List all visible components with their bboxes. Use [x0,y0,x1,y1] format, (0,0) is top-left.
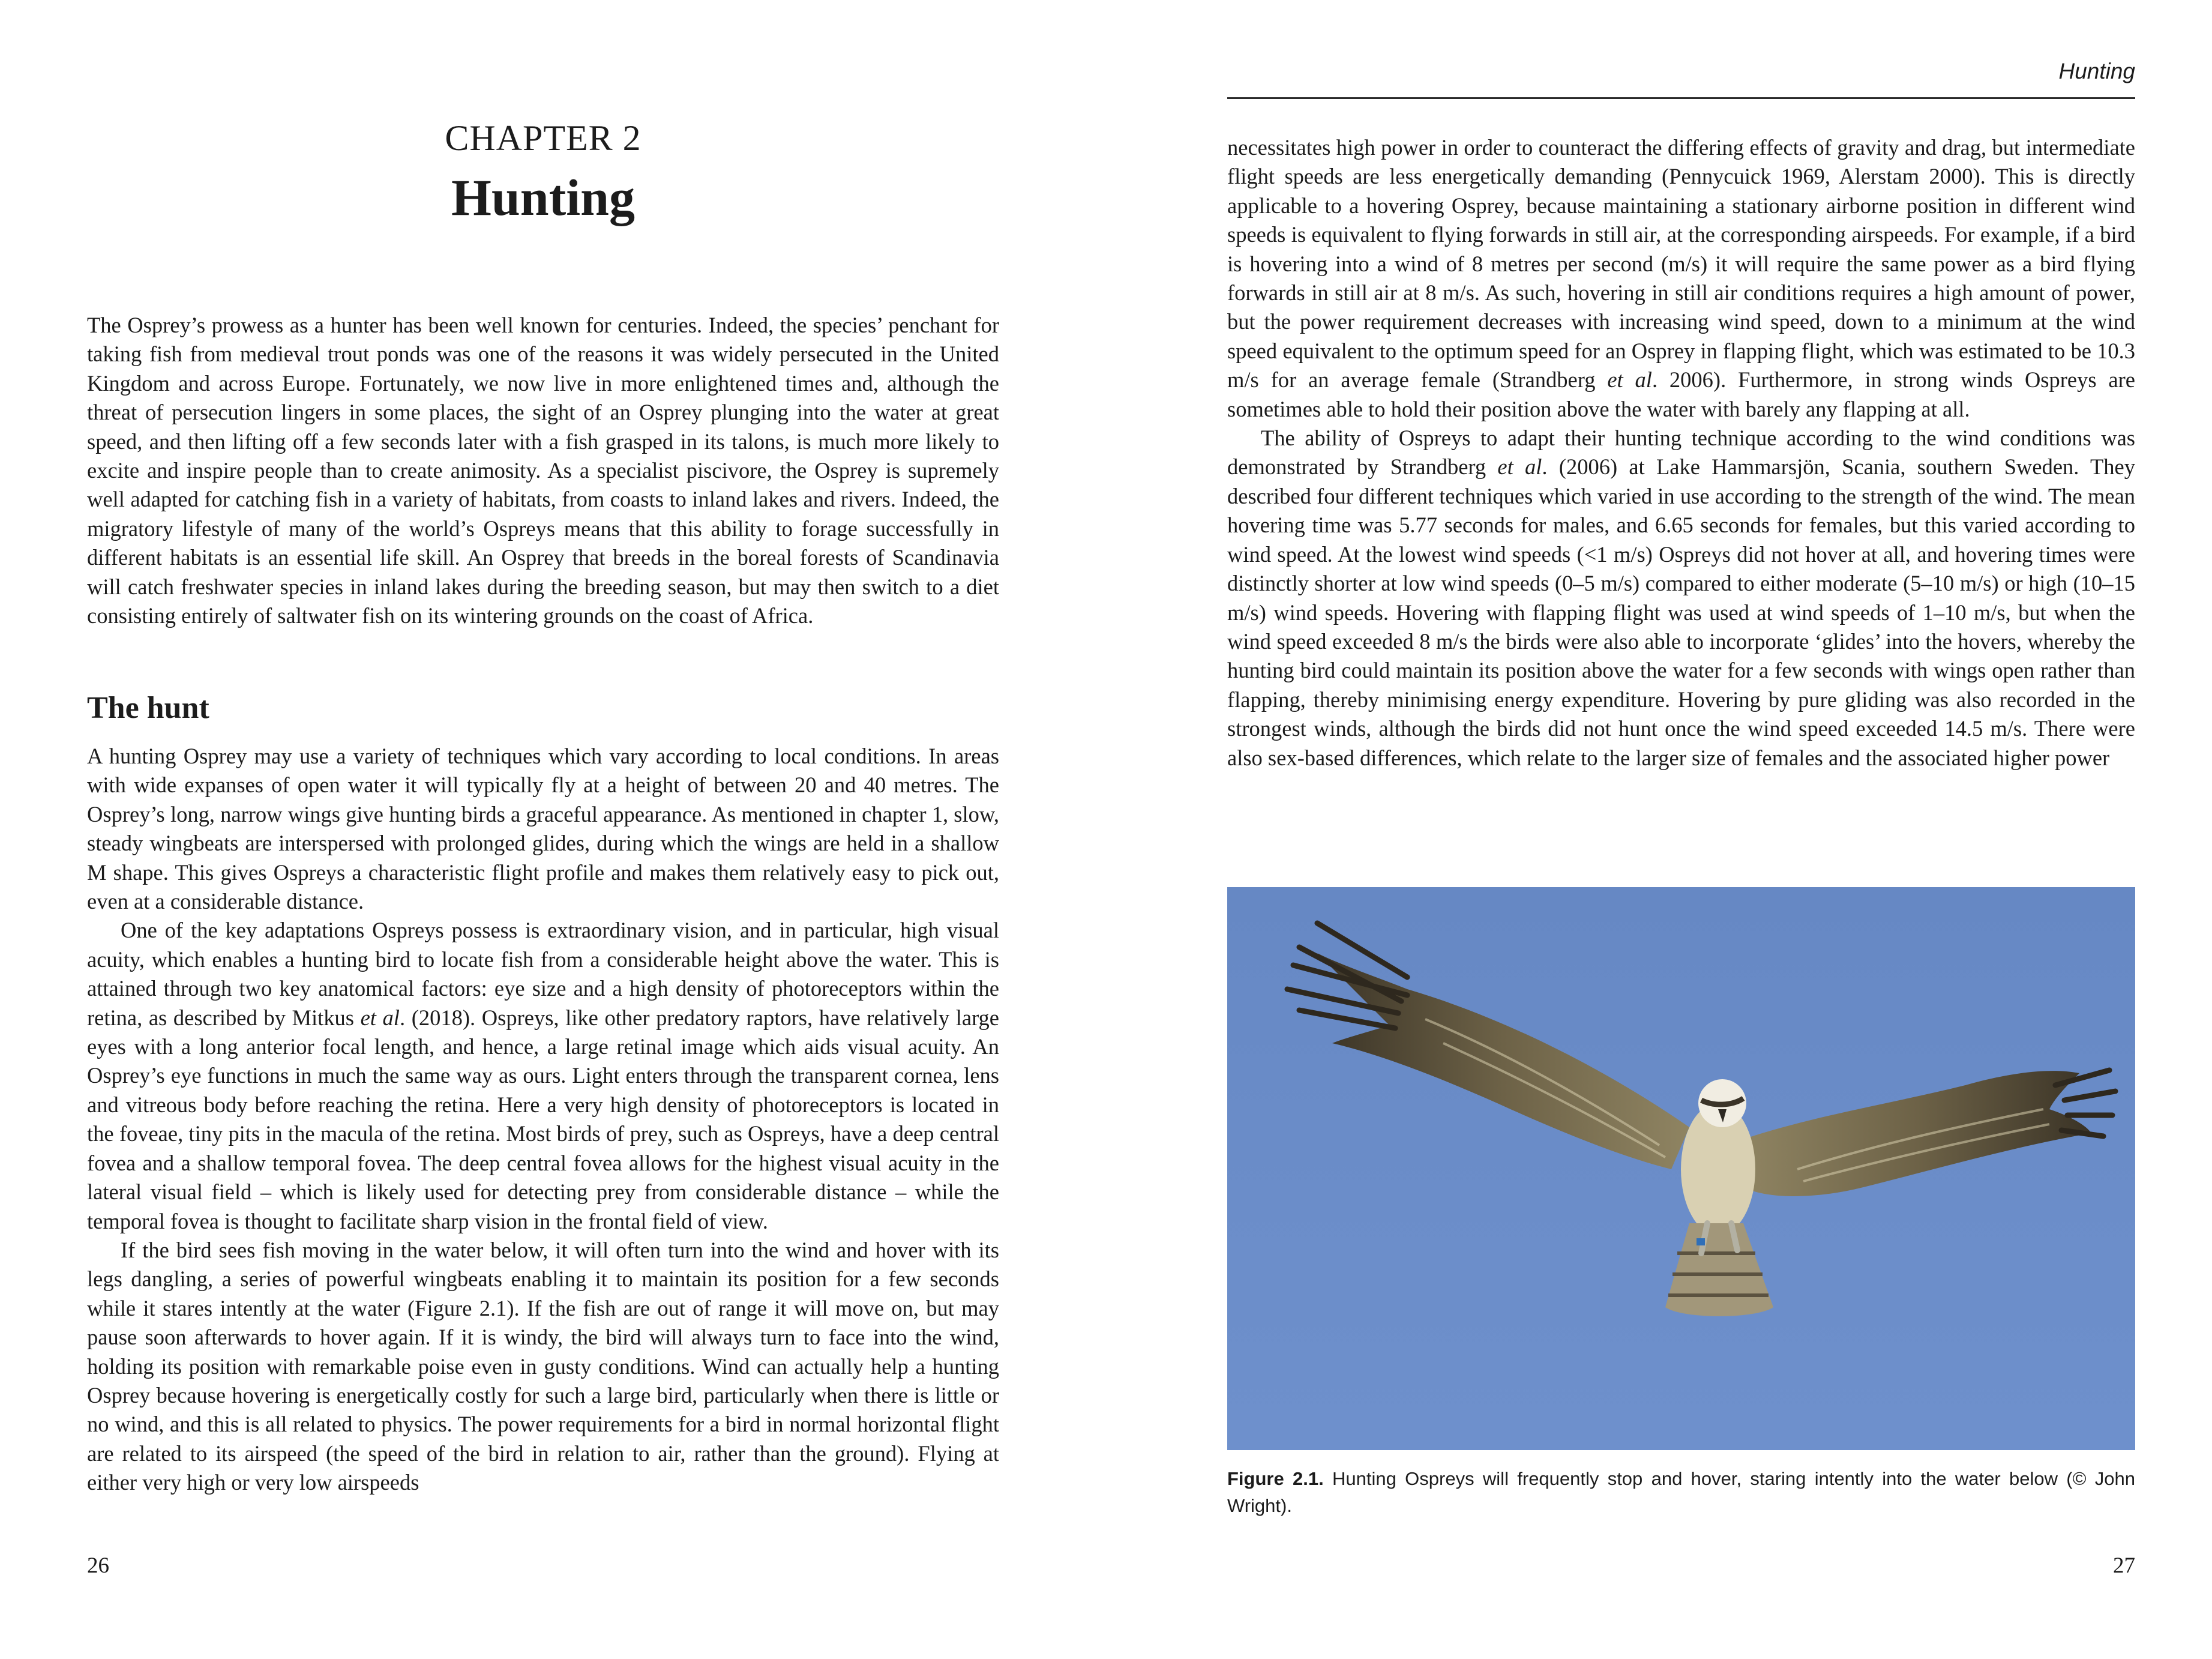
paragraph [87,916,999,1235]
paragraph [1227,424,2135,772]
paragraph [1227,133,2135,424]
chapter-heading [87,118,999,226]
intro-paragraph [87,311,999,630]
page-number-right: 27 [2113,1553,2135,1578]
right-body-text [1227,133,2135,772]
text-run: The ability of Ospreys to adapt their hunting technique according to the wind conditions was demonstrated by Strandberg [1227,426,2135,480]
italic-citation: et al [1497,454,1542,480]
osprey-tail [1665,1223,1773,1316]
right-wing [1743,1071,2091,1196]
intro-text: The Osprey’s prowess as a hunter has been well known for centuries. Indeed, the species’ penchant for taking fish from medieval trout ponds was one of the reasons it was widely persecuted in the United Kingdom and across Europe. Fortunately, we now live in more enlightened times and, although the threat of persecution lingers in some places, the sight of an Osprey plunging into the water at great speed, and then lifting off a few seconds later with a fish grasped in its talons, is much more likely to excite and inspire people than to create animosity. As a specialist piscivore, the Osprey is supremely well adapted for catching fish in a variety of habitats, from coasts to inland lakes and rivers. Indeed, the migratory lifestyle of many of the world’s Ospreys means that this ability to forage successfully in different habitats is an essential life skill. An Osprey that breeds in the boreal forests of Scandinavia will catch freshwater species in inland lakes during the breeding season, but may then switch to a diet consisting entirely of saltwater fish on its wintering grounds on the coast of Africa. [87,313,999,628]
italic-citation: et al [1607,367,1652,393]
text-run: necessitates high power in order to counteract the differing effects of gravity and drag, but intermediate flight speeds are less energetically demanding (Pennycuick 1969, Alerstam 2000). This is directly applicable to a hovering Osprey, because maintaining a stationary airborne position in different wind speeds is equivalent to flying forwards in still air, at the corresponding airspeeds. For example, if a bird is hovering into a wind of 8 metres per second (m/s) it will require the same power as a bird flying forwards in still air at 8 m/s. As such, hovering in still air conditions requires a high amount of power, but the power requirement decreases with increasing wind speed, down to a minimum at the wind speed equivalent to the optimum speed for an Osprey in flapping flight, which was estimated to be 10.3 m/s for an average female (Strandberg [1227,135,2135,393]
text-run: . (2018). Ospreys, like other predatory raptors, have relatively large eyes with a long anterior focal length, and hence, a large retinal image which aids visual acuity. An Osprey’s eye functions in much the same way as ours. Light enters through the transparent cornea, lens and vitreous body before reaching the retina. Here a very high density of photoreceptors is located in the foveae, tiny pits in the macula of the retina. Most birds of prey, such as Ospreys, have a deep central fovea and a shallow temporal fovea. The deep central fovea allows for the highest visual acuity in the lateral visual field – which is likely used for detecting prey from considerable distance – while the temporal fovea is thought to facilitate sharp vision in the frontal field of view. [87,1005,1000,1233]
section-heading: The hunt [87,691,209,725]
figure-label: Figure 2.1. [1227,1468,1324,1489]
leg-ring [1697,1238,1705,1245]
text-run: . (2006) at Lake Hammarsjön, Scania, southern Sweden. They described four different techniques which varied in use according to the strength of the wind. The mean hovering time was 5.77 seconds for males, and 6.65 seconds for females, but this varied according to wind speed. At the lowest wind speeds (<1 m/s) Ospreys did not hover at all, and hovering times were distinctly shorter at low wind speeds (0–5 m/s) compared to either moderate (5–10 m/s) or high (10–15 m/s) wind speeds. Hovering with flapping flight was used at wind speeds of 1–10 m/s, but when the wind speed exceeded 8 m/s the birds were also able to incorporate ‘glides’ into the hovers, whereby the hunting bird could maintain its position above the water for a few seconds with wings open rather than flapping, thereby minimising energy expenditure. Hovering by pure gliding was also recorded in the strongest winds, although the birds did not hunt once the wind speed exceeded 14.5 m/s. There were also sex-based differences, which relate to the larger size of females and the associated higher power [1227,454,2136,770]
page-number-left: 26 [87,1553,109,1578]
paragraph: If the bird sees fish moving in the water below, it will often turn into the wind and hover with its legs dangling, a series of powerful wingbeats enabling it to maintain its position for a few seconds while it stares intently at the water (Figure 2.1). If the fish are out of range it will move on, but may pause soon afterwards to hover again. If it is windy, the bird will always turn to face into the wind, holding its position with remarkable poise even in gusty conditions. Wind can actually help a hunting Osprey because hovering is energetically costly for such a large bird, particularly when there is little or no wind, and this is all related to physics. The power requirements for a bird in normal horizontal flight are related to its airspeed (the speed of the bird in relation to air, rather than the ground). Flying at either very high or very low airspeeds [87,1237,999,1495]
text-run: . 2006). Furthermore, in strong winds Ospreys are sometimes able to hold their position above the water with barely any flapping at all. [1227,367,2135,421]
text-run: One of the key adaptations Ospreys possess is extraordinary vision, and in particular, high visual acuity, which enables a hunting bird to locate fish from a considerable height above the water. This is attained through two key anatomical factors: eye size and a high density of photoreceptors within the retina, as described by Mitkus [87,918,999,1030]
caption-text: Hunting Ospreys will frequently stop and hover, staring intently into the water below (© John Wright). [1227,1468,2135,1516]
chapter-label: CHAPTER 2 [445,118,642,158]
chapter-title: Hunting [451,169,635,226]
osprey-photo [1227,887,2135,1450]
figure-caption [1227,1465,2135,1519]
header-rule [1227,97,2135,99]
left-body-text [87,742,999,1498]
italic-citation: et al [360,1005,400,1030]
paragraph: A hunting Osprey may use a variety of techniques which vary according to local conditions. In areas with wide expanses of open water it will typically fly at a height of between 20 and 40 metres. The Osprey’s long, narrow wings give hunting birds a graceful appearance. As mentioned in chapter 1, slow, steady wingbeats are interspersed with prolonged glides, during which the wings are held in a shallow M shape. This gives Ospreys a characteristic flight profile and makes them relatively easy to pick out, even at a considerable distance. [87,744,999,914]
osprey-illustration [1227,887,2135,1450]
running-head: Hunting [2058,59,2135,83]
